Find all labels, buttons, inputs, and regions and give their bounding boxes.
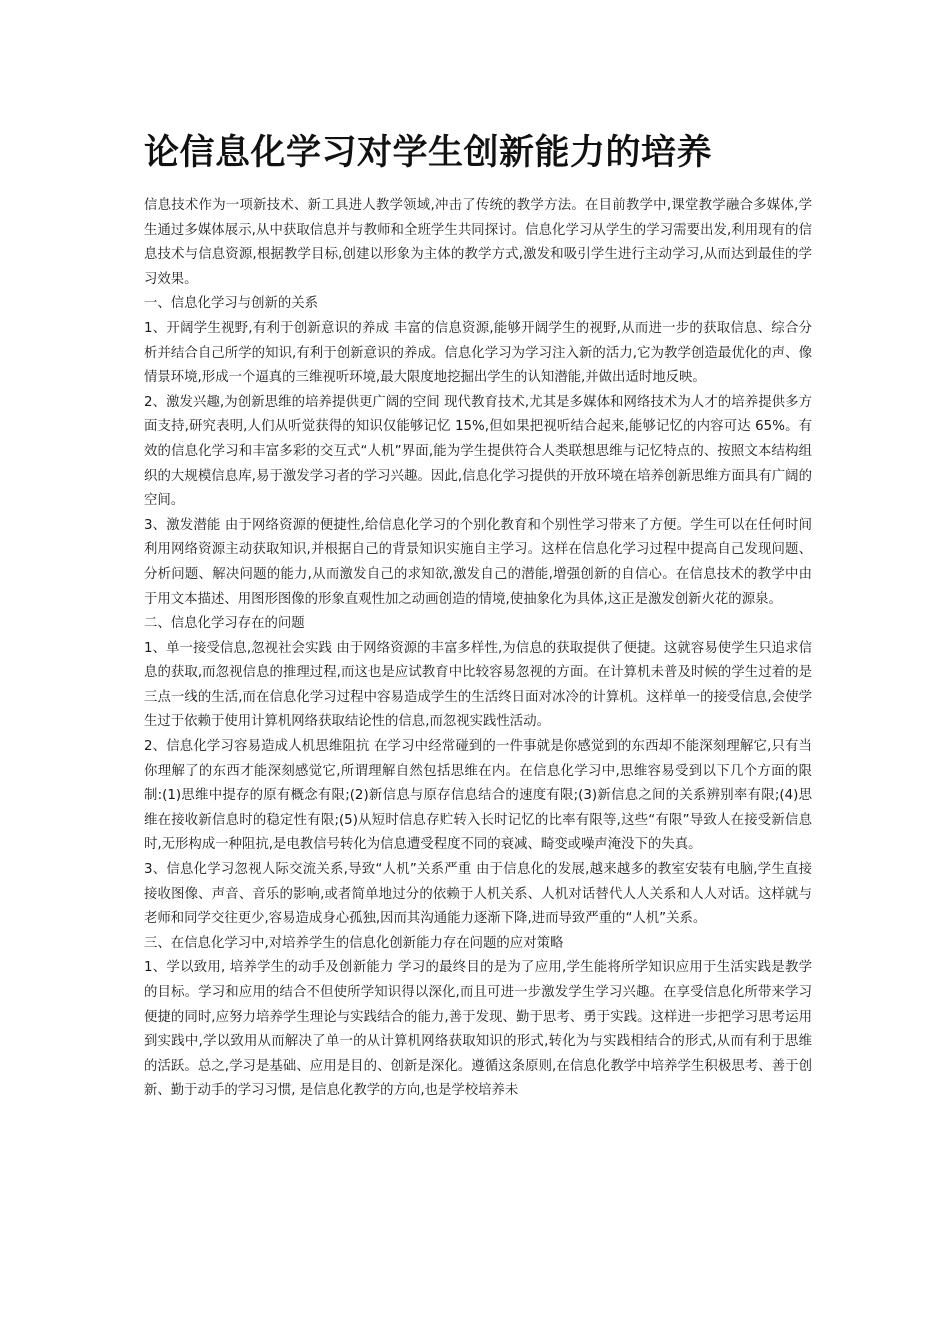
intro-paragraph: 信息技术作为一项新技术、新工具进人教学领域,冲击了传统的教学方法。在目前教学中,课堂教学融合多媒体,学生通过多媒体展示,从中获取信息并与教师和全班学生共同探讨。信息化学习从学生的学习需要出发,利用现有的信息技术与信息资源,根据教学目标,创建以形象为主体的教学方式,激发和吸引学生进行主动学习,从而达到最佳的学习效果。 [144,198,812,287]
paragraph-2-2: 2、信息化学习容易造成人机思维阻抗 在学习中经常碰到的一件事就是你感觉到的东西却不能深刻理解它,只有当你理解了的东西才能深刻感觉它,所谓理解自然包括思维在内。在信息化学习中,思维容易受到以下几个方面的限制:(1)思维中提存的原有概念有限;(2)新信息与原存信息结合的速度有限;(3)新信息之间的关系辨别率有限;(4)思维在接收新信息时的稳定性有限;(5)从短时信息存贮转入长时记忆的比率有限等,这些“有限”导致人在接受新信息时,无形构成一种阻抗,是电教信号转化为信息遭受程度不同的衰减、畸变或噪声淹没下的失真。 [144,739,812,853]
paragraph-1-3: 3、激发潜能 由于网络资源的便捷性,给信息化学习的个别化教育和个别性学习带来了方便。学生可以在任何时间利用网络资源主动获取知识,并根据自己的背景知识实施自主学习。这样在信息化学习过程中提高自己发现问题、分析问题、解决问题的能力,从而激发自己的求知欲,激发自己的潜能,增强创新的自信心。在信息技术的教学中由于用文本描述、用图形图像的形象直观性加之动画创造的情境,使抽象化为具体,这正是激发创新火花的源泉。 [144,517,812,607]
section-heading-3: 三、在信息化学习中,对培养学生的信息化创新能力存在问题的应对策略 [144,935,564,951]
section-heading-1: 一、信息化学习与创新的关系 [144,296,319,312]
section-heading-2: 二、信息化学习存在的问题 [144,616,305,632]
document-body [144,194,812,1104]
document-title: 论信息化学习对学生创新能力的培养 [144,132,713,173]
paragraph-1-2: 2、激发兴趣,为创新思维的培养提供更广阔的空间 现代教育技术,尤其是多媒体和网络技术为人才的培养提供多方面支持,研究表明,人们从听觉获得的知识仅能够记忆 15%,但如果把视听结合起来,能够记忆的内容可达 65%。有效的信息化学习和丰富多彩的交互式“人机”界面,能为学生提供符合人类联想思维与记忆特点的、按照文本结构组织的大规模信息库,易于激发学习者的学习兴趣。因此,信息化学习提供的开放环境在培养创新思维方面具有广阔的空间。 [144,394,812,509]
paragraph-2-3: 3、信息化学习忽视人际交流关系,导致“人机”关系严重 由于信息化的发展,越来越多的教室安装有电脑,学生直接接收图像、声音、音乐的影响,或者简单地过分的依赖于人机关系、人机对话替代人人关系和人人对话。这样就与老师和同学交往更少,容易造成身心孤独,因而其沟通能力逐渐下降,进而导致严重的“人机”关系。 [144,862,812,927]
paragraph-3-1: 1、学以致用, 培养学生的动手及创新能力 学习的最终目的是为了应用,学生能将所学知识应用于生活实践是教学的目标。学习和应用的结合不但使所学知识得以深化,而且可进一步激发学生学习兴趣。在享受信息化所带来学习便捷的同时,应努力培养学生理论与实践结合的能力,善于发现、勤于思考、勇于实践。这样进一步把学习思考运用到实践中,学以致用从而解决了单一的从计算机网络获取知识的形式,转化为与实践相结合的形式,从而有利于思维的活跃。总之,学习是基础、应用是目的、创新是深化。遵循这条原则,在信息化教学中培养学生积极思考、善于创新、勤于动手的学习习惯, 是信息化教学的方向,也是学校培养未 [144,960,812,1099]
paragraph-1-1: 1、开阔学生视野,有利于创新意识的养成 丰富的信息资源,能够开阔学生的视野,从而进一步的获取信息、综合分析并结合自己所学的知识,有利于创新意识的养成。信息化学习为学习注入新的活力,它为教学创造最优化的声、像情景环境,形成一个逼真的三维视听环境,最大限度地挖掘出学生的认知潜能,并做出适时地反映。 [144,320,812,386]
paragraph-2-1: 1、单一接受信息,忽视社会实践 由于网络资源的丰富多样性,为信息的获取提供了便捷。这就容易使学生只追求信息的获取,而忽视信息的推理过程,而这也是应试教育中比较容易忽视的方面。在计算机未普及时候的学生过着的是三点一线的生活,而在信息化学习过程中容易造成学生的生活终日面对冰冷的计算机。这样单一的接受信息,会使学生过于依赖于使用计算机网络获取结论性的信息,而忽视实践性活动。 [144,640,812,730]
document-page [144,0,812,1104]
